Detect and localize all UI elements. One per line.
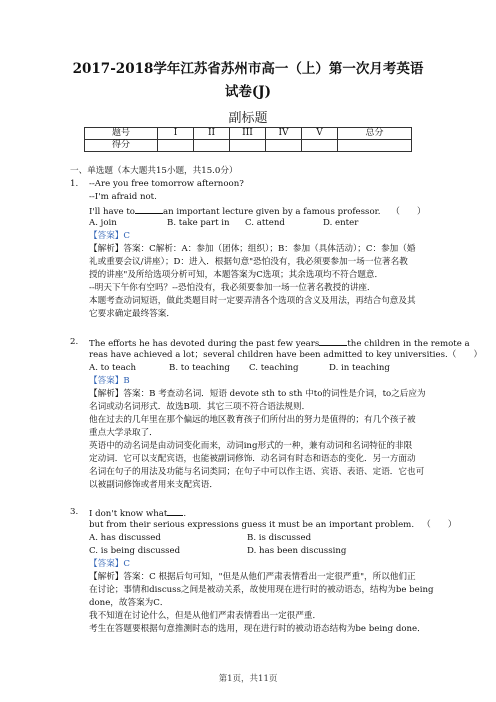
score-cell: I [158,128,194,140]
question-3-number: 3. [70,507,79,517]
option-a: A. to teach [89,363,137,373]
option-c: C. attend [245,218,285,228]
score-cell [266,140,302,152]
question-3-options-row1 [89,532,311,545]
analysis-line: 名词在句子的用法及功能与名词类同；在句子中可以作主语、宾语、表语、定语．它也可 [89,467,425,477]
score-cell: V [302,128,338,140]
question-2-options [89,362,390,375]
score-cell [158,140,194,152]
score-cell [230,140,266,152]
option-b: B. is discussed [247,533,312,543]
analysis-line: 英语中的动名词是由动词变化而来，动词ing形式的一种，兼有动词和名词特征的非限 [89,441,413,451]
question-1-number: 1. [70,179,79,189]
question-1-options [89,217,358,230]
answer-blank [167,506,183,516]
score-cell [338,140,412,152]
score-table [84,127,412,152]
analysis-line: 礼或重要会议/讲座）；D：进入．根据句意"恐怕没有，我必须要参加一场一位著名教 [89,257,408,267]
analysis-line: 名词或动名词形式．故选B项．其它三项不符合语法规则． [89,402,311,412]
page-footer: 第1页，共11页 [218,674,278,684]
question-3-answer: 【答案】C [89,559,130,569]
option-d: D. in teaching [329,363,390,373]
option-b: B. take part in [167,218,230,228]
analysis-line: 考生在答题要根据句意推测时态的选用，现在进行时的被动语态结构为be being done． [89,624,426,634]
score-cell: III [230,128,266,140]
question-2-stem-start: The efforts he has devoted during the past few years [89,339,320,349]
question-3-line-text: but from their serious expressions guess it must be an important problem. [89,520,415,530]
question-3-line [89,519,456,532]
analysis-line: 在讨论；事情和discuss之间是被动关系，故使用现在进行时的被动语态，结构为be being [89,585,434,595]
question-2-stem-end: the children in the remote a [347,339,470,349]
question-1-stem-end: an important lecture given by a famous professor. [162,207,381,217]
option-c: C. is being discussed [89,546,181,556]
score-cell: II [194,128,230,140]
answer-parentheses: （ ） [422,520,457,530]
analysis-line: 本题考查动词短语，做此类题目时一定要弄清各个选项的含义及用法，再结合句意及其 [89,296,416,306]
question-2-number: 2. [70,337,79,347]
analysis-line: 我不知道在讨论什么，但是从他们严肃表情看出一定很严重． [89,611,322,621]
exam-title-line2: 试卷(J) [224,84,272,100]
option-a: A. join [89,218,117,228]
analysis-line: 定动词．它可以支配宾语，也能被副词修饰．动名词有时态和语态的变化．另一方面动 [89,454,416,464]
question-1-line: --Are you free tomorrow afternoon? [89,179,244,189]
exam-title-line1: 2017-2018学年江苏省苏州市高一（上）第一次月考英语 [72,61,424,77]
question-2-line: reas have achieved a lot；several children have been admitted to key universities.（ ） [89,350,483,360]
question-3-options-row2 [89,545,346,558]
answer-parentheses: （ ） [391,207,426,217]
question-1-stem-start: I'll have to [89,207,135,217]
answer-blank [319,336,347,346]
score-cell [194,140,230,152]
score-cell: 得分 [85,140,158,152]
option-b: B. to teaching [169,363,230,373]
analysis-line: done，故答案为C． [89,598,169,608]
analysis-line: 以被副词修饰或者用来支配宾语． [89,480,218,490]
score-cell: IV [266,128,302,140]
score-cell [302,140,338,152]
analysis-line: --明天下午你有空吗？--恐怕没有，我必须要参加一场一位著名教授的讲座． [89,283,376,293]
option-d: D. enter [323,218,359,228]
question-1-line: --I'm afraid not. [89,192,157,202]
question-3-stem-start: I don't know what [89,509,168,519]
analysis-line: 【解析】答案：C解析：A：参加（团体；组织）；B：参加（具体活动）；C：参加（婚 [89,244,416,254]
option-c: C. teaching [249,363,299,373]
option-a: A. has discussed [89,533,161,543]
score-table-score-row [85,140,412,152]
analysis-line: 【解析】答案：B 考查动名词．短语 devote sth to sth 中to的词性是介词，to之后应为 [89,389,426,399]
score-cell: 题号 [85,128,158,140]
score-table-header-row [85,128,412,140]
analysis-line: 他在过去的几年里在那个偏远的地区教育孩子们所付出的努力是值得的；有几个孩子被 [89,415,416,425]
analysis-line: 【解析】答案：C 根据后句可知，"但是从他们严肃表情看出一定很严重"，所以他们正 [89,572,416,582]
question-3-stem-end: . [183,509,187,519]
analysis-line: 授的讲座"及所给选项分析可知，本题答案为C选项；其余选项均不符合题意． [89,270,384,280]
answer-blank [135,204,163,214]
exam-subtitle: 副标题 [228,111,268,126]
question-2-answer: 【答案】B [89,376,130,386]
question-1-answer: 【答案】C [89,231,130,241]
analysis-line: 它要求确定最终答案． [89,309,175,319]
option-d: D. has been discussing [247,546,347,556]
analysis-line: 重点大学录取了． [89,428,158,438]
score-cell: 总分 [338,128,412,140]
section-heading: 一、单选题（本大题共15小题，共15.0分） [70,166,238,176]
